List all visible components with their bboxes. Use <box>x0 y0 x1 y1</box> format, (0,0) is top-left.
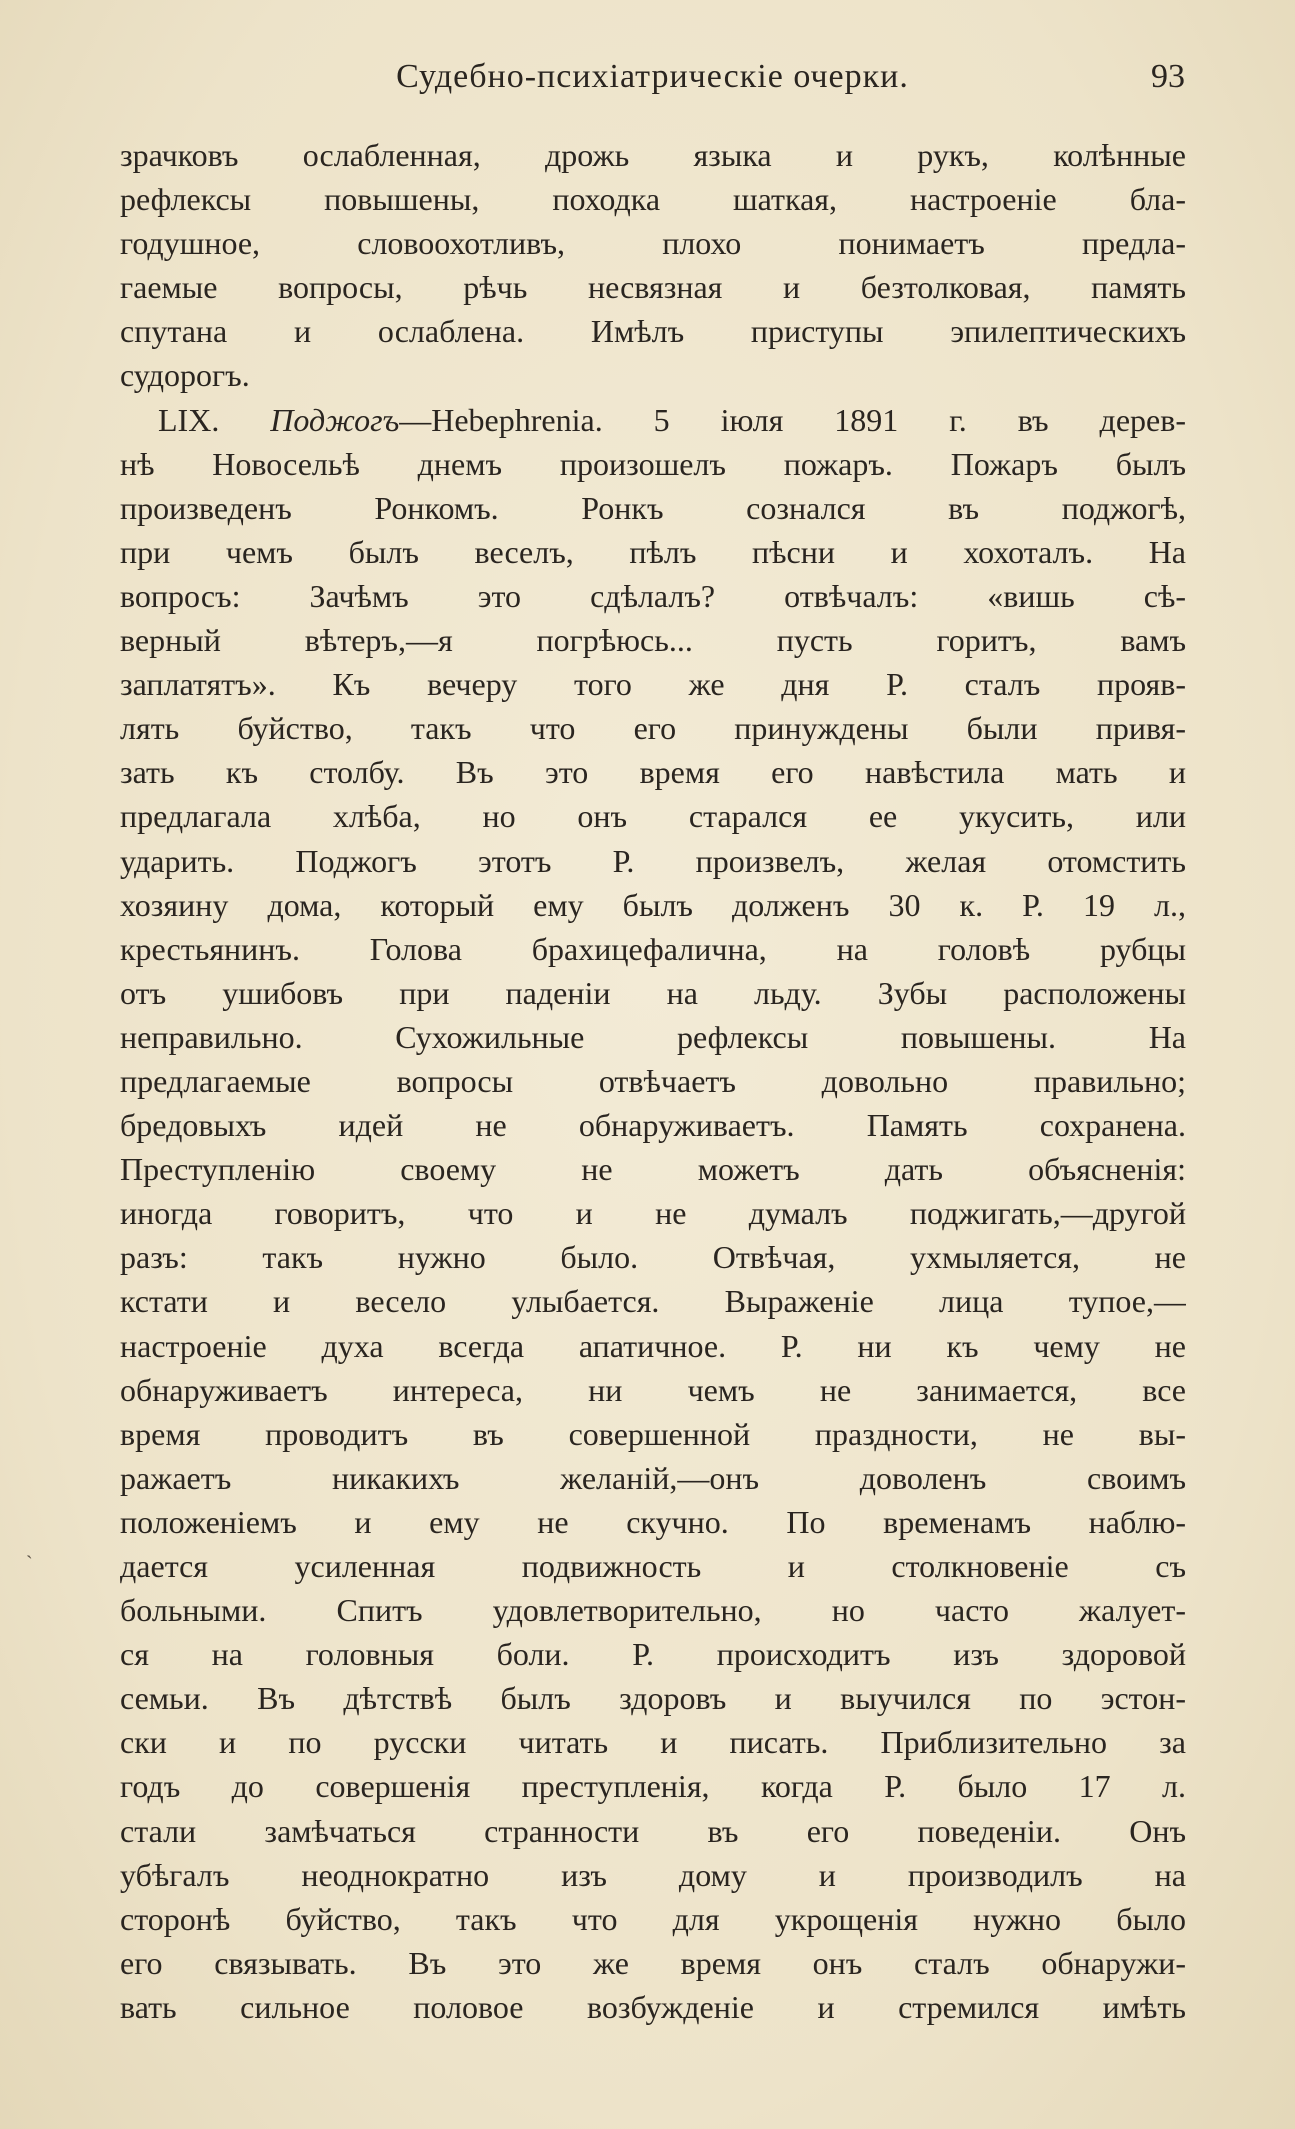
text-line: лять буйство, такъ что его принуждены были привя- <box>120 710 1186 747</box>
case-text: —Hebephrenia. 5 іюля 1891 г. въ дерев- <box>399 401 1186 438</box>
text-line: зать къ столбу. Въ это время его навѣстила мать и <box>120 754 1186 791</box>
text-line: обнаруживаетъ интереса, ни чемъ не занимается, все <box>120 1371 1186 1408</box>
text-line: нѣ Новосельѣ днемъ произошелъ пожаръ. Пожаръ былъ <box>120 445 1186 482</box>
text-line: бредовыхъ идей не обнаруживаетъ. Память сохранена. <box>120 1107 1186 1144</box>
text-line: крестьянинъ. Голова брахицефалична, на головѣ рубцы <box>120 930 1186 967</box>
text-line: ся на головныя боли. Р. происходитъ изъ здоровой <box>120 1636 1186 1673</box>
text-line: вопросъ: Зачѣмъ это сдѣлалъ? отвѣчалъ: «вишь сѣ- <box>120 577 1186 614</box>
text-line <box>120 398 1186 442</box>
text-line: больными. Спитъ удовлетворительно, но часто жалует- <box>120 1592 1186 1629</box>
text-line: иногда говоритъ, что и не думалъ поджигать,—другой <box>120 1195 1186 1232</box>
page-number: 93 <box>1151 58 1185 95</box>
text-line: верный вѣтеръ,—я погрѣюсь... пусть горитъ, вамъ <box>120 622 1186 659</box>
running-title: Судебно-психіатрическіе очерки. <box>396 58 909 95</box>
text-line: разъ: такъ нужно было. Отвѣчая, ухмыляется, не <box>120 1239 1186 1276</box>
text-line: годушное, словоохотливъ, плохо понимаетъ предла- <box>120 225 1186 262</box>
text-line: предлагаемые вопросы отвѣчаетъ довольно правильно; <box>120 1062 1186 1099</box>
text-line: гаемые вопросы, рѣчь несвязная и безтолковая, память <box>120 269 1186 306</box>
text-line: вать сильное половое возбужденіе и стремился имѣть <box>120 1988 1186 2025</box>
text-line: хозяину дома, который ему былъ долженъ 30 к. Р. 19 л., <box>120 886 1186 923</box>
text-line: убѣгалъ неоднократно изъ дому и производилъ на <box>120 1856 1186 1893</box>
text-line: произведенъ Ронкомъ. Ронкъ сознался въ поджогѣ, <box>120 489 1186 526</box>
text-line: ражаетъ никакихъ желаній,—онъ доволенъ своимъ <box>120 1459 1186 1496</box>
text-line: судорогъ. <box>120 357 250 394</box>
text-line: стали замѣчаться странности въ его поведеніи. Онъ <box>120 1812 1186 1849</box>
text-line: Преступленію своему не можетъ дать объясненія: <box>120 1151 1186 1188</box>
text-line: неправильно. Сухожильные рефлексы повышены. На <box>120 1018 1186 1055</box>
case-number: LIX. <box>158 401 220 438</box>
text-line: заплатятъ». Къ вечеру того же дня Р. сталъ прояв- <box>120 666 1186 703</box>
text-line: спутана и ослаблена. Имѣлъ приступы эпилептическихъ <box>120 313 1186 350</box>
text-line: настроеніе духа всегда апатичное. Р. ни къ чему не <box>120 1327 1186 1364</box>
text-line: сторонѣ буйство, такъ что для укрощенія нужно было <box>120 1900 1186 1937</box>
text-line: зрачковъ ослабленная, дрожь языка и рукъ, колѣнные <box>120 137 1186 173</box>
running-head <box>120 52 1185 102</box>
case-title: Поджогъ <box>270 401 400 438</box>
text-line: его связывать. Въ это же время онъ сталъ обнаружи- <box>120 1944 1186 1981</box>
text-line: ударить. Поджогъ этотъ Р. произвелъ, желая отомстить <box>120 842 1186 879</box>
margin-mark: ˎ <box>26 1537 33 1559</box>
text-line: дается усиленная подвижность и столкновеніе съ <box>120 1548 1186 1584</box>
body-text <box>120 133 1186 2029</box>
text-line: положеніемъ и ему не скучно. По временамъ наблю- <box>120 1503 1186 1540</box>
text-line: семьи. Въ дѣтствѣ былъ здоровъ и выучился по эстон- <box>120 1680 1186 1717</box>
text-line: при чемъ былъ веселъ, пѣлъ пѣсни и хохоталъ. На <box>120 533 1186 570</box>
text-line: отъ ушибовъ при паденіи на льду. Зубы расположены <box>120 974 1186 1011</box>
text-line: ски и по русски читать и писать. Приблизительно за <box>120 1724 1186 1761</box>
text-line: кстати и весело улыбается. Выраженіе лица тупое,— <box>120 1283 1186 1320</box>
text-line: рефлексы повышены, походка шаткая, настроеніе бла- <box>120 181 1186 218</box>
text-line: время проводитъ въ совершенной праздности, не вы- <box>120 1415 1186 1452</box>
text-line: годъ до совершенія преступленія, когда Р. было 17 л. <box>120 1768 1186 1805</box>
text-line: предлагала хлѣба, но онъ старался ее укусить, или <box>120 798 1186 835</box>
